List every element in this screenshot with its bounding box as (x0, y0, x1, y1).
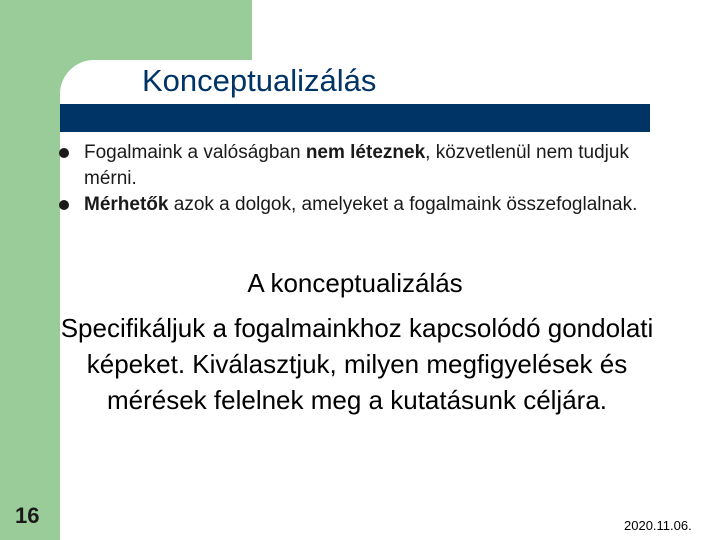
slide-date: 2020.11.06. (624, 518, 692, 533)
bullet-list (58, 140, 658, 218)
content-panel (60, 60, 720, 540)
bullet-dot-icon (59, 200, 69, 210)
bullet-emphasis: nem léteznek (305, 142, 426, 163)
slide-number: 16 (15, 503, 40, 528)
bullet-emphasis: Mérhetők (84, 194, 169, 215)
title-underline-bar (60, 104, 650, 132)
bullet-text: , közvetlenül nem tudjuk mérni. (84, 142, 629, 189)
bullet-item (58, 192, 658, 218)
slide-title: Konceptualizálás (142, 63, 377, 98)
bullet-item (58, 140, 658, 192)
definition-text: Specifikáljuk a fogalmainkhoz kapcsolódó gondolati képeket. Kiválasztjuk, milyen megfigyelések és mérések felelnek meg a kutatásunk céljára. (60, 313, 654, 415)
bullet-dot-icon (59, 148, 69, 158)
section-heading: A konceptualizálás (247, 268, 463, 298)
bullet-text: Fogalmaink a valóságban (84, 142, 306, 163)
bullet-text: azok a dolgok, amelyeket a fogalmaink összefoglalnak. (168, 194, 638, 215)
